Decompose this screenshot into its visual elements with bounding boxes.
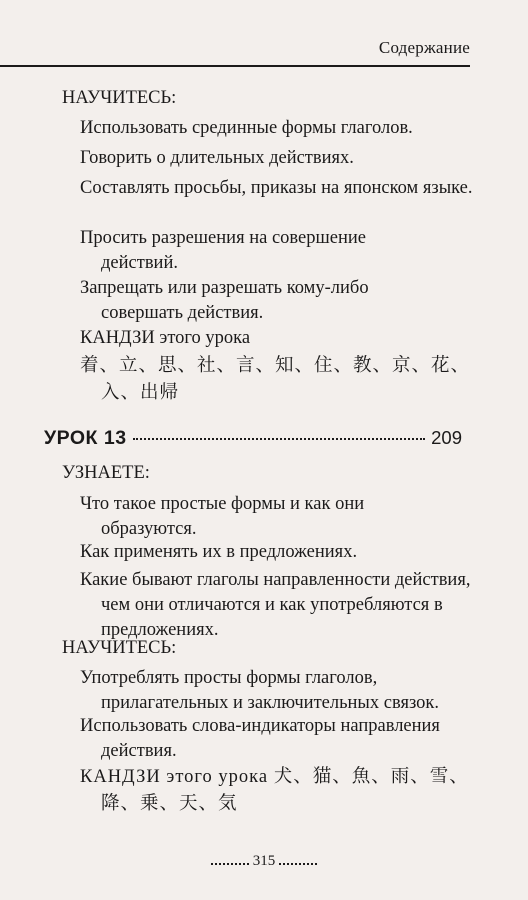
list-item: Использовать слова-индикаторы направления действия. [80, 716, 440, 761]
lesson-title: УРОК 13 [44, 427, 127, 449]
list-item: Использовать срединные формы глаголов. [80, 118, 413, 138]
header-rule [0, 65, 470, 67]
toc-entry-lesson-13[interactable] [44, 427, 462, 455]
dot-leader [133, 438, 426, 440]
kanji-list: 着、立、思、社、言、知、住、教、京、花、入、出帰 [80, 356, 471, 403]
kanji-label: КАНДЗИ этого урока [80, 328, 251, 348]
list-item: Какие бывают глаголы направленности действия, чем они отличаются и как употребляются в предложениях. [80, 570, 471, 640]
section-heading-learn-skills: НАУЧИТЕСЬ: [62, 88, 177, 108]
lesson-page-number: 209 [431, 427, 462, 448]
list-item: Говорить о длительных действиях. [80, 148, 354, 168]
list-item: Составлять просьбы, приказы на японском языке. [80, 178, 473, 198]
running-head: Содержание [378, 38, 470, 57]
section-heading-learn-about: УЗНАЕТЕ: [62, 463, 150, 483]
folio-dots-right [279, 863, 317, 865]
list-item: Запрещать или разрешать кому-либо совершать действия. [80, 278, 369, 323]
list-item: Употреблять просты формы глаголов, прилагательных и заключительных связок. [80, 668, 440, 713]
list-item: Как применять их в предложениях. [80, 542, 358, 562]
page-folio [0, 853, 528, 870]
page-number: 315 [252, 853, 276, 869]
folio-dots-left [211, 863, 249, 865]
section-heading-learn-skills: НАУЧИТЕСЬ: [62, 638, 177, 658]
kanji-list: КАНДЗИ этого урока 犬、猫、魚、雨、雪、降、乗、天、気 [80, 767, 469, 814]
list-item: Просить разрешения на совершение действий. [80, 228, 366, 273]
list-item: Что такое простые формы и как они образуются. [80, 494, 365, 539]
